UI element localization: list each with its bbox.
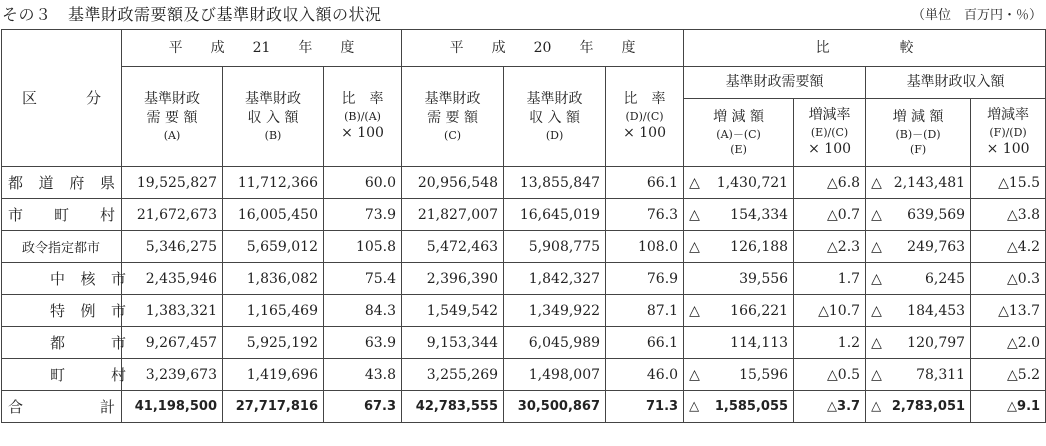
diff-value: 1.2: [837, 334, 861, 351]
row-label-char: 政令指定都市: [22, 241, 101, 256]
header-col-ratio20: 比 率 (D)/(C) × 100: [606, 67, 684, 167]
row-label-char: 中: [50, 270, 66, 288]
table-cell: 5,659,012: [223, 231, 324, 263]
table-row: [2, 391, 1046, 423]
minus-triangle-icon: △: [827, 174, 838, 191]
header-col-ratio21: 比 率 (B)/(A) × 100: [324, 67, 402, 167]
table-cell: 1,836,082: [223, 263, 324, 295]
minus-triangle-icon: △: [827, 206, 838, 223]
minus-triangle-icon: △: [871, 174, 882, 191]
diff-value: 3.7: [837, 399, 861, 414]
table-cell-diff: [684, 359, 794, 391]
table-cell: 20,956,548: [402, 167, 504, 199]
header-year20: 平 成 20 年 度: [402, 30, 684, 67]
table-cell: 2,396,390: [402, 263, 504, 295]
header-col-a: 基準財政 需 要 額 (A): [122, 67, 223, 167]
minus-triangle-icon: △: [871, 366, 882, 383]
diff-value: 6.8: [837, 174, 861, 191]
table-cell: 1,349,922: [504, 295, 606, 327]
row-label-char: 市: [110, 334, 126, 352]
header-col-b: 基準財政 収 入 額 (B): [223, 67, 324, 167]
diff-value: 166,221: [730, 302, 789, 319]
diff-value: 13.7: [1008, 302, 1041, 319]
header-col-e: 増 減 額 (A)－(C) (E): [684, 99, 794, 167]
table-cell: 87.1: [606, 295, 684, 327]
table-cell: 5,472,463: [402, 231, 504, 263]
table-cell-diff: [794, 199, 866, 231]
row-label-char: 町: [50, 366, 66, 384]
table-cell-diff: [794, 231, 866, 263]
table-cell-diff: [971, 263, 1046, 295]
table-cell-diff: [971, 199, 1046, 231]
minus-triangle-icon: △: [871, 334, 882, 351]
table-cell: 43.8: [324, 359, 402, 391]
table-cell-diff: [866, 359, 971, 391]
table-cell: 66.1: [606, 167, 684, 199]
table-cell-diff: [971, 359, 1046, 391]
minus-triangle-icon: △: [1007, 206, 1018, 223]
table-cell: 46.0: [606, 359, 684, 391]
table-cell: 76.3: [606, 199, 684, 231]
table-cell-diff: [794, 295, 866, 327]
row-label-char: 計: [99, 398, 115, 416]
row-label-char: 村: [110, 366, 126, 384]
table-cell-diff: [684, 327, 794, 359]
table-cell: 13,855,847: [504, 167, 606, 199]
table-cell-diff: [684, 167, 794, 199]
table-cell: 67.3: [324, 391, 402, 423]
diff-value: 10.7: [828, 302, 861, 319]
minus-triangle-icon: △: [998, 302, 1009, 319]
minus-triangle-icon: △: [1007, 399, 1018, 414]
minus-triangle-icon: △: [1007, 366, 1018, 383]
diff-value: 78,311: [916, 366, 966, 383]
minus-triangle-icon: △: [818, 302, 829, 319]
table-cell-diff: [794, 327, 866, 359]
table-row: [2, 263, 1046, 295]
diff-value: 184,453: [907, 302, 966, 319]
table-cell: 42,783,555: [402, 391, 504, 423]
table-cell-diff: [684, 199, 794, 231]
table-cell: 84.3: [324, 295, 402, 327]
table-cell: 1,383,321: [122, 295, 223, 327]
row-label: [2, 199, 122, 231]
row-label-char: 市: [110, 270, 126, 288]
minus-triangle-icon: △: [689, 174, 700, 191]
diff-value: 6,245: [924, 270, 966, 287]
table-cell: 71.3: [606, 391, 684, 423]
title-row: [2, 0, 1044, 26]
table-cell: 3,255,269: [402, 359, 504, 391]
row-label-char: 特: [50, 302, 66, 320]
table-cell: 1,419,696: [223, 359, 324, 391]
table-cell: 3,239,673: [122, 359, 223, 391]
header-year21: 平 成 21 年 度: [122, 30, 402, 67]
diff-value: 2,143,481: [893, 174, 966, 191]
table-cell: 73.9: [324, 199, 402, 231]
table-cell-diff: [866, 327, 971, 359]
table-cell-diff: [794, 263, 866, 295]
row-label-char: 市: [8, 206, 24, 224]
table-cell: 16,005,450: [223, 199, 324, 231]
diff-value: 114,113: [730, 334, 789, 351]
diff-value: 126,188: [730, 238, 789, 255]
row-label: [2, 391, 122, 423]
table-cell: 1,549,542: [402, 295, 504, 327]
diff-value: 2.3: [837, 238, 861, 255]
table-cell: 66.1: [606, 327, 684, 359]
header-shunyu-group: 基準財政収入額: [866, 67, 1046, 99]
header-col-d: 基準財政 収 入 額 (D): [504, 67, 606, 167]
table-cell-diff: [866, 167, 971, 199]
minus-triangle-icon: △: [689, 238, 700, 255]
diff-value: 1,585,055: [714, 399, 789, 414]
diff-value: 9.1: [1017, 399, 1041, 414]
minus-triangle-icon: △: [827, 238, 838, 255]
diff-value: 0.3: [1017, 270, 1041, 287]
page-title: その３ 基準財政需要額及び基準財政収入額の状況: [2, 5, 382, 24]
table-cell-diff: [971, 295, 1046, 327]
diff-value: 0.5: [837, 366, 861, 383]
table-row: [2, 359, 1046, 391]
row-label: [2, 167, 122, 199]
table-cell-diff: [971, 231, 1046, 263]
table-cell-diff: [794, 167, 866, 199]
table-cell: 27,717,816: [223, 391, 324, 423]
diff-value: 15.5: [1008, 174, 1041, 191]
minus-triangle-icon: △: [1007, 238, 1018, 255]
row-label-char: 県: [99, 174, 115, 192]
row-label: [2, 327, 126, 359]
table-cell-diff: [866, 263, 971, 295]
table-cell: 76.9: [606, 263, 684, 295]
diff-value: 0.7: [837, 206, 861, 223]
diff-value: 4.2: [1017, 238, 1041, 255]
minus-triangle-icon: △: [827, 399, 838, 414]
row-label-char: 例: [80, 302, 96, 320]
minus-triangle-icon: △: [871, 399, 882, 414]
table-cell: 5,925,192: [223, 327, 324, 359]
minus-triangle-icon: △: [871, 206, 882, 223]
table-cell: 75.4: [324, 263, 402, 295]
table-header: [2, 30, 1046, 167]
header-kubun: 区 分: [2, 30, 122, 167]
minus-triangle-icon: △: [998, 174, 1009, 191]
diff-value: 39,556: [739, 270, 789, 287]
header-hikaku: 比 較: [684, 30, 1046, 67]
table-row: [2, 199, 1046, 231]
diff-value: 120,797: [907, 334, 966, 351]
minus-triangle-icon: △: [827, 366, 838, 383]
diff-value: 154,334: [730, 206, 789, 223]
table-cell: 5,908,775: [504, 231, 606, 263]
table-cell-diff: [794, 391, 866, 423]
row-label: [2, 231, 122, 263]
table-cell: 19,525,827: [122, 167, 223, 199]
table-cell: 9,153,344: [402, 327, 504, 359]
header-col-f: 増 減 額 (B)－(D) (F): [866, 99, 971, 167]
table-cell: 60.0: [324, 167, 402, 199]
table-cell: 9,267,457: [122, 327, 223, 359]
table-row: [2, 167, 1046, 199]
diff-value: 1.7: [837, 270, 861, 287]
table-cell: 5,346,275: [122, 231, 223, 263]
table-cell-diff: [971, 167, 1046, 199]
table-cell: 6,045,989: [504, 327, 606, 359]
table-cell: 21,672,673: [122, 199, 223, 231]
row-label-char: 町: [53, 206, 69, 224]
header-juyo-group: 基準財政需要額: [684, 67, 866, 99]
unit-label: （単位 百万円・％）: [911, 8, 1042, 23]
diff-value: 2.0: [1017, 334, 1041, 351]
financial-table: [1, 29, 1046, 423]
diff-value: 15,596: [739, 366, 789, 383]
table-cell: 108.0: [606, 231, 684, 263]
table-cell-diff: [684, 295, 794, 327]
table-cell: 41,198,500: [122, 391, 223, 423]
diff-value: 249,763: [907, 238, 966, 255]
row-label-char: 市: [110, 302, 126, 320]
table-cell: 105.8: [324, 231, 402, 263]
diff-value: 2,783,051: [891, 399, 966, 414]
table-cell: 30,500,867: [504, 391, 606, 423]
table-cell-diff: [971, 391, 1046, 423]
table-row: [2, 327, 1046, 359]
row-label: [2, 263, 126, 295]
row-label-char: 核: [80, 270, 96, 288]
diff-value: 639,569: [907, 206, 966, 223]
minus-triangle-icon: △: [871, 270, 882, 287]
diff-value: 3.8: [1017, 206, 1041, 223]
table-cell-diff: [684, 391, 794, 423]
table-cell-diff: [684, 231, 794, 263]
table-body: [2, 167, 1046, 423]
minus-triangle-icon: △: [689, 302, 700, 319]
table-cell: 11,712,366: [223, 167, 324, 199]
row-label: [2, 295, 126, 327]
minus-triangle-icon: △: [871, 302, 882, 319]
minus-triangle-icon: △: [689, 399, 700, 414]
minus-triangle-icon: △: [871, 238, 882, 255]
minus-triangle-icon: △: [689, 366, 700, 383]
table-cell: 1,842,327: [504, 263, 606, 295]
row-label-char: 都: [8, 174, 24, 192]
row-label-char: 府: [69, 174, 85, 192]
minus-triangle-icon: △: [1007, 270, 1018, 287]
row-label-char: 村: [99, 206, 115, 224]
table-cell-diff: [971, 327, 1046, 359]
table-row: [2, 231, 1046, 263]
table-cell: 1,498,007: [504, 359, 606, 391]
table-cell-diff: [866, 199, 971, 231]
table-cell-diff: [866, 295, 971, 327]
table-cell: 63.9: [324, 327, 402, 359]
header-col-f-rate: 増減率 (F)/(D) × 100: [971, 99, 1046, 167]
minus-triangle-icon: △: [689, 206, 700, 223]
table-cell-diff: [866, 231, 971, 263]
table-cell: 2,435,946: [122, 263, 223, 295]
table-cell-diff: [794, 359, 866, 391]
row-label-char: 都: [50, 334, 66, 352]
row-label-char: 合: [8, 398, 24, 416]
table-cell: 1,165,469: [223, 295, 324, 327]
minus-triangle-icon: △: [1007, 334, 1018, 351]
table-cell: 16,645,019: [504, 199, 606, 231]
table-cell-diff: [866, 391, 971, 423]
table-cell: 21,827,007: [402, 199, 504, 231]
header-col-c: 基準財政 需 要 額 (C): [402, 67, 504, 167]
diff-value: 5.2: [1017, 366, 1041, 383]
header-col-e-rate: 増減率 (E)/(C) × 100: [794, 99, 866, 167]
diff-value: 1,430,721: [716, 174, 789, 191]
row-label-char: 道: [38, 174, 54, 192]
table-cell-diff: [684, 263, 794, 295]
table-row: [2, 295, 1046, 327]
row-label: [2, 359, 126, 391]
